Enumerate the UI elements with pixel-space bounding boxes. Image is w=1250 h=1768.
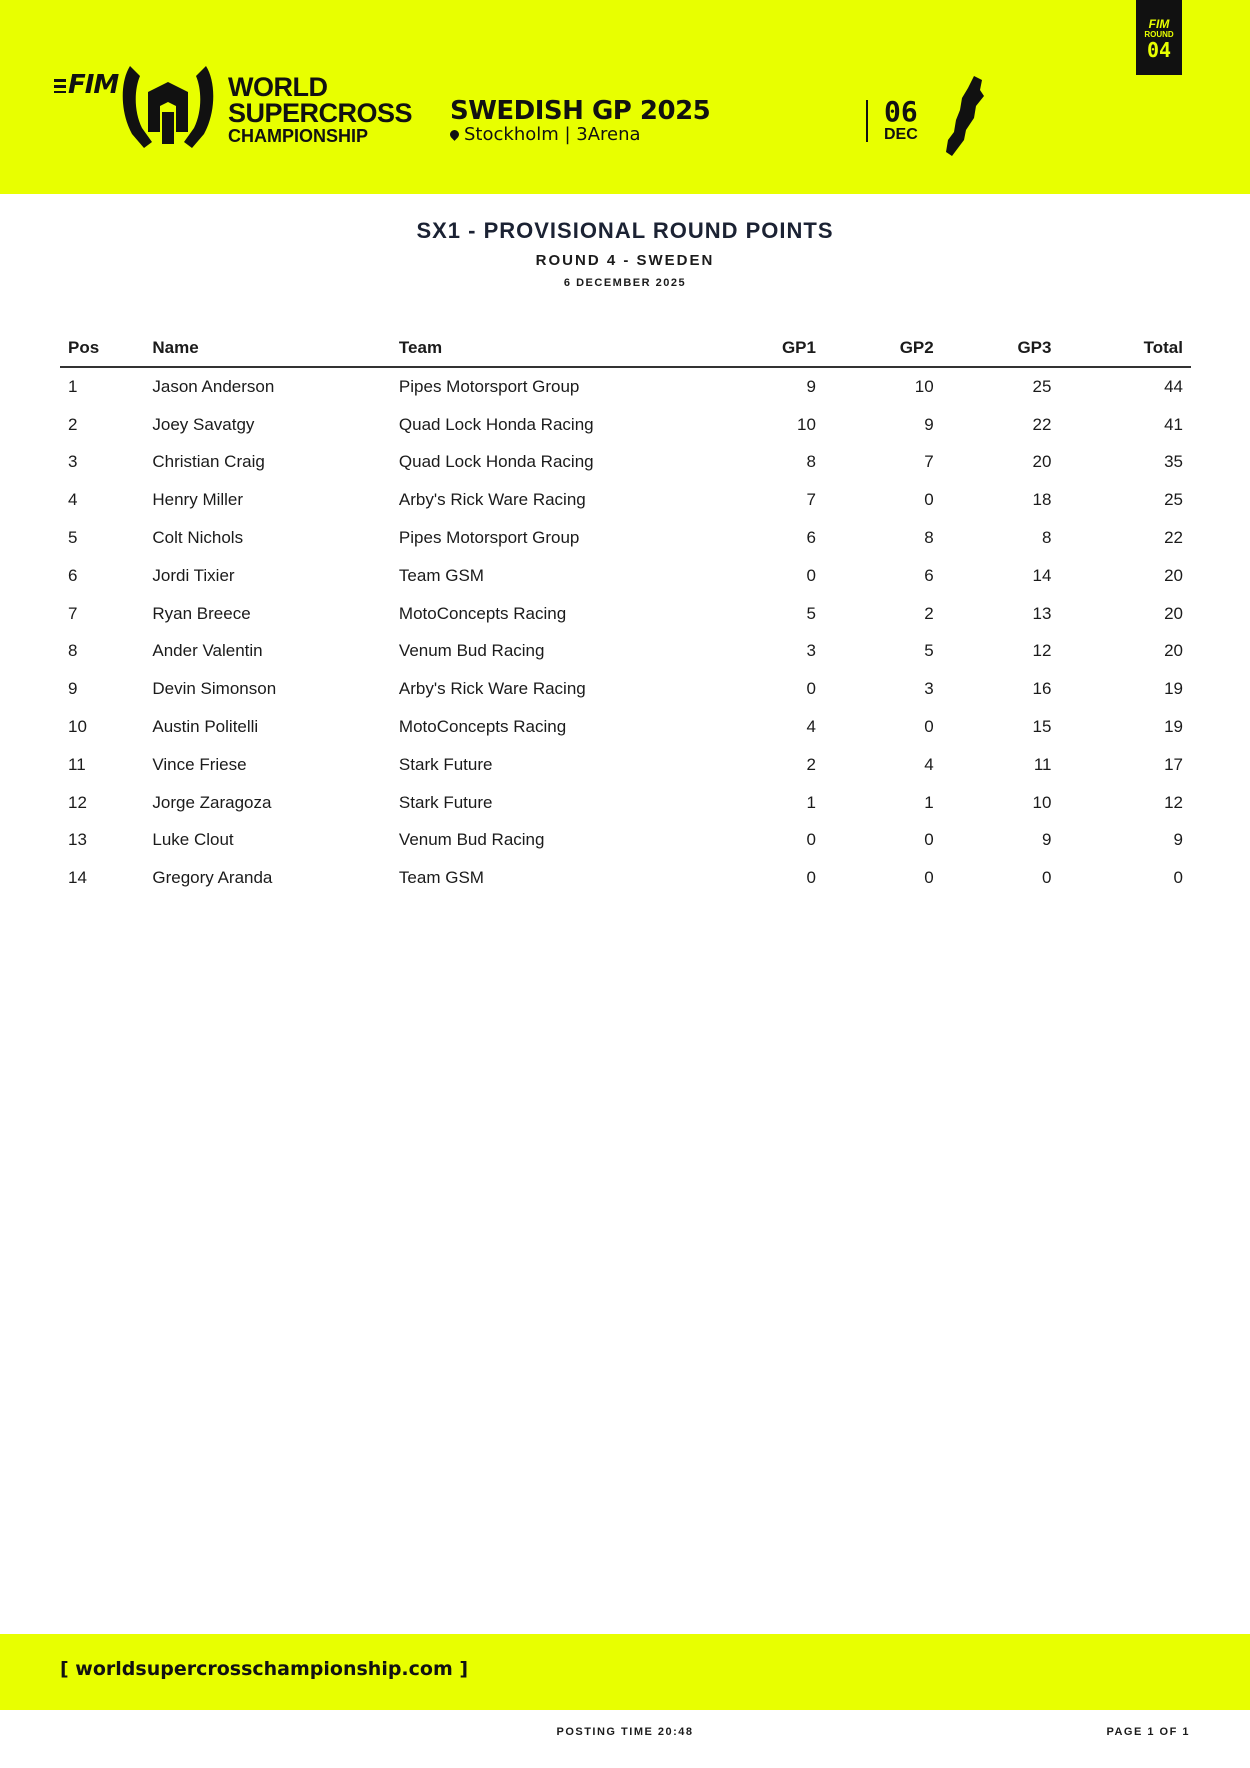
- col-header-name: Name: [144, 330, 391, 367]
- cell-gp3: 13: [1032, 603, 1052, 623]
- event-date-day: 06: [884, 95, 918, 128]
- cell-team: Quad Lock Honda Racing: [398, 414, 594, 434]
- cell-name: Joey Savatgy: [152, 414, 255, 434]
- cell-gp2: 5: [924, 641, 934, 661]
- col-header-gp3: GP3: [942, 330, 1060, 367]
- table-row: [60, 822, 1191, 860]
- cell-total: 44: [1164, 376, 1183, 396]
- col-header-team: Team: [391, 330, 717, 367]
- cell-gp3: 12: [1032, 641, 1052, 661]
- cell-team: Stark Future: [398, 792, 493, 812]
- cell-gp2: 0: [924, 490, 934, 510]
- cell-gp1: 0: [806, 565, 816, 585]
- cell-total: 22: [1164, 528, 1183, 548]
- cell-gp1: 3: [806, 641, 816, 661]
- cell-gp2: 10: [914, 376, 934, 396]
- series-title: [228, 74, 412, 146]
- fim-stripes-icon: [54, 79, 66, 93]
- cell-name: Gregory Aranda: [152, 868, 273, 888]
- document-subtitle: ROUND 4 - SWEDEN: [535, 252, 715, 269]
- cell-gp1: 0: [806, 868, 816, 888]
- cell-gp1: 9: [806, 376, 816, 396]
- document-date: 6 DECEMBER 2025: [563, 277, 687, 289]
- sweden-map-icon: [944, 76, 986, 158]
- cell-team: Venum Bud Racing: [398, 830, 545, 850]
- table-row: [60, 367, 1191, 406]
- cell-total: 19: [1164, 717, 1183, 737]
- cell-name: Colt Nichols: [152, 528, 244, 548]
- cell-gp3: 25: [1032, 376, 1052, 396]
- cell-team: Pipes Motorsport Group: [398, 376, 580, 396]
- cell-pos: 8: [68, 641, 78, 661]
- cell-name: Ander Valentin: [152, 641, 263, 661]
- wsx-helmet-logo-icon: [118, 62, 218, 152]
- cell-pos: 7: [68, 603, 78, 623]
- cell-gp1: 6: [806, 528, 816, 548]
- cell-team: Venum Bud Racing: [398, 641, 545, 661]
- cell-gp3: 20: [1032, 452, 1052, 472]
- table-row: [60, 595, 1191, 633]
- cell-gp3: 8: [1042, 528, 1052, 548]
- cell-name: Austin Politelli: [152, 717, 259, 737]
- cell-gp1: 5: [806, 603, 816, 623]
- cell-gp1: 2: [806, 754, 816, 774]
- table-row: [60, 519, 1191, 557]
- table-row: [60, 557, 1191, 595]
- cell-name: Jason Anderson: [152, 376, 275, 396]
- cell-name: Luke Clout: [152, 830, 234, 850]
- event-name: SWEDISH GP 2025: [450, 96, 711, 126]
- results-body: [60, 367, 1191, 897]
- event-date-box: [884, 95, 918, 144]
- cell-gp2: 9: [924, 414, 934, 434]
- cell-team: Team GSM: [398, 565, 484, 585]
- cell-pos: 10: [68, 717, 87, 737]
- cell-pos: 11: [68, 754, 86, 774]
- cell-team: Arby's Rick Ware Racing: [398, 490, 586, 510]
- cell-gp1: 1: [806, 792, 816, 812]
- cell-team: MotoConcepts Racing: [398, 603, 567, 623]
- cell-pos: 2: [68, 414, 78, 434]
- cell-pos: 3: [68, 452, 78, 472]
- round-badge: [1136, 0, 1182, 75]
- cell-gp3: 0: [1042, 868, 1052, 888]
- cell-pos: 13: [68, 830, 87, 850]
- cell-gp2: 0: [924, 868, 934, 888]
- document-title: SX1 - PROVISIONAL ROUND POINTS: [416, 218, 834, 243]
- table-row: [60, 444, 1191, 482]
- cell-total: 20: [1164, 565, 1183, 585]
- cell-pos: 5: [68, 528, 78, 548]
- series-line-supercross: SUPERCROSS: [228, 98, 413, 128]
- cell-pos: 14: [68, 868, 87, 888]
- cell-team: Team GSM: [398, 868, 484, 888]
- cell-gp2: 0: [924, 830, 934, 850]
- cell-name: Christian Craig: [152, 452, 265, 472]
- fim-logo-text: FIM: [68, 70, 119, 100]
- col-header-gp1: GP1: [717, 330, 824, 367]
- table-row: [60, 784, 1191, 822]
- footer-website-link[interactable]: [ worldsupercrosschampionship.com ]: [60, 1658, 469, 1680]
- col-header-gp2: GP2: [824, 330, 942, 367]
- cell-gp2: 3: [924, 679, 934, 699]
- location-pin-icon: [448, 128, 461, 141]
- cell-total: 20: [1164, 641, 1183, 661]
- header-divider: [866, 100, 868, 142]
- event-venue: [450, 124, 641, 145]
- cell-name: Henry Miller: [152, 490, 244, 510]
- col-header-pos: Pos: [60, 330, 144, 367]
- cell-pos: 4: [68, 490, 78, 510]
- col-header-total: Total: [1059, 330, 1191, 367]
- cell-gp1: 4: [806, 717, 816, 737]
- cell-team: MotoConcepts Racing: [398, 717, 567, 737]
- table-row: [60, 670, 1191, 708]
- posting-time: POSTING TIME 20:48: [556, 1726, 694, 1738]
- cell-gp2: 0: [924, 717, 934, 737]
- cell-total: 35: [1164, 452, 1183, 472]
- cell-total: 17: [1164, 754, 1183, 774]
- header-banner: [0, 0, 1250, 194]
- table-row: [60, 746, 1191, 784]
- cell-total: 41: [1164, 414, 1183, 434]
- cell-name: Jorge Zaragoza: [152, 792, 272, 812]
- event-venue-text: Stockholm | 3Arena: [464, 124, 641, 145]
- cell-gp1: 0: [806, 679, 816, 699]
- table-row: [60, 406, 1191, 444]
- cell-total: 19: [1164, 679, 1183, 699]
- cell-name: Vince Friese: [152, 754, 247, 774]
- cell-name: Ryan Breece: [152, 603, 251, 623]
- cell-total: 0: [1173, 868, 1183, 888]
- cell-gp2: 7: [924, 452, 934, 472]
- cell-gp3: 11: [1033, 754, 1052, 774]
- table-header-row: [60, 330, 1191, 367]
- cell-gp3: 9: [1042, 830, 1052, 850]
- cell-gp2: 8: [924, 528, 934, 548]
- cell-team: Stark Future: [398, 754, 493, 774]
- page-number: PAGE 1 OF 1: [1106, 1726, 1190, 1738]
- table-row: [60, 708, 1191, 746]
- cell-gp1: 0: [806, 830, 816, 850]
- cell-total: 25: [1164, 490, 1183, 510]
- table-row: [60, 481, 1191, 519]
- cell-gp3: 22: [1032, 414, 1052, 434]
- cell-gp3: 10: [1032, 792, 1052, 812]
- cell-team: Quad Lock Honda Racing: [398, 452, 594, 472]
- footer-banner: [0, 1634, 1250, 1710]
- round-badge-label: ROUND: [1144, 30, 1174, 39]
- cell-gp2: 1: [924, 792, 934, 812]
- cell-total: 20: [1164, 603, 1183, 623]
- cell-pos: 9: [68, 679, 78, 699]
- cell-gp2: 2: [924, 603, 934, 623]
- cell-gp3: 15: [1032, 717, 1052, 737]
- cell-pos: 12: [68, 792, 87, 812]
- cell-total: 9: [1173, 830, 1183, 850]
- cell-gp1: 8: [806, 452, 816, 472]
- cell-team: Arby's Rick Ware Racing: [398, 679, 586, 699]
- cell-gp2: 4: [924, 754, 934, 774]
- cell-name: Jordi Tixier: [152, 565, 235, 585]
- cell-total: 12: [1164, 792, 1183, 812]
- cell-gp1: 10: [797, 414, 816, 434]
- round-badge-fim: FIM: [1148, 17, 1170, 31]
- cell-pos: 1: [68, 376, 78, 396]
- table-row: [60, 633, 1191, 671]
- cell-name: Devin Simonson: [152, 679, 277, 699]
- results-table: [60, 330, 1191, 897]
- cell-pos: 6: [68, 565, 78, 585]
- cell-gp3: 16: [1032, 679, 1052, 699]
- fim-logo: [54, 70, 118, 100]
- cell-gp1: 7: [806, 490, 816, 510]
- table-row: [60, 859, 1191, 897]
- cell-gp3: 18: [1032, 490, 1052, 510]
- event-date-month: DEC: [884, 126, 918, 143]
- cell-team: Pipes Motorsport Group: [398, 528, 580, 548]
- series-line-world: WORLD: [228, 72, 328, 102]
- round-badge-number: 04: [1146, 38, 1172, 62]
- series-line-championship: CHAMPIONSHIP: [228, 126, 369, 146]
- cell-gp2: 6: [924, 565, 934, 585]
- cell-gp3: 14: [1032, 565, 1052, 585]
